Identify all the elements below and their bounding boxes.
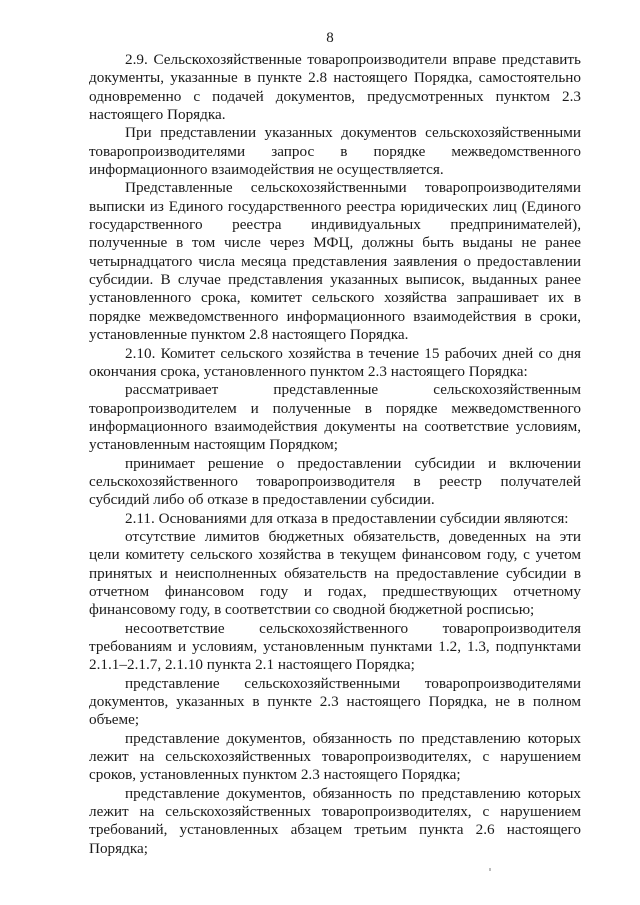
- document-body: [89, 51, 581, 858]
- paragraph-2-9: 2.9. Сельскохозяйственные товаропроизводители вправе представить документы, указанные в пункте 2.8 настоящего Порядка, самостоятельно одновременно с подачей документов, предусмотренных пунктом 2.3 настоящего Порядка.: [89, 51, 581, 124]
- page-number: 8: [326, 30, 334, 46]
- refusal-ground-late-documents: представление документов, обязанность по представлению которых лежит на сельскохозяйственных товаропроизводителях, с нарушением сроков, установленных пунктом 2.3 настоящего Порядка;: [89, 729, 581, 784]
- refusal-ground-incomplete-documents: представление сельскохозяйственными товаропроизводителями документов, указанных в пункте 2.3 настоящего Порядка, не в полном объеме;: [89, 674, 581, 729]
- refusal-ground-noncompliance: несоответствие сельскохозяйственного товаропроизводителя требованиям и условиям, установленным пунктами 1.2, 1.3, подпунктами 2.1.1–2.1.7, 2.1.10 пункта 2.1 настоящего Порядка;: [89, 619, 581, 674]
- paragraph-no-interagency-request: При представлении указанных документов сельскохозяйственными товаропроизводителями запрос в порядке межведомственного информационного взаимодействия не осуществляется.: [89, 124, 581, 179]
- refusal-ground-requirements-violation: представление документов, обязанность по представлению которых лежит на сельскохозяйственных товаропроизводителях, с нарушением требований, установленных абзацем третьим пункта 2.6 настоящего Порядка;: [89, 784, 581, 857]
- refusal-ground-no-limits: отсутствие лимитов бюджетных обязательств, доведенных на эти цели комитету сельского хозяйства в текущем финансовом году, с учетом принятых и неисполненных обязательств на предоставление субсидии в отчетном финансовом году и годах, предшествующих отчетному финансовому году, в соответствии со сводной бюджетной росписью;: [89, 527, 581, 619]
- paragraph-review-documents: рассматривает представленные сельскохозяйственным товаропроизводителем и полученные в порядке межведомственного информационного взаимодействия документы на соответствие условиям, установленным настоящим Порядком;: [89, 381, 581, 454]
- paragraph-2-11: 2.11. Основаниями для отказа в предоставлении субсидии являются:: [125, 509, 569, 527]
- paragraph-register-extracts: Представленные сельскохозяйственными товаропроизводителями выписки из Единого государственного реестра юридических лиц (Единого государственного реестра индивидуальных предпринимателей), полученные в том числе через МФЦ, должны быть выданы не ранее четырнадцатого числа месяца представления заявления о предоставлении субсидии. В случае представления указанных выписок, выданных ранее установленного срока, комитет сельского хозяйства запрашивает их в порядке межведомственного информационного взаимодействия в сроки, установленные пунктом 2.8 настоящего Порядка.: [89, 179, 581, 344]
- paragraph-decision: принимает решение о предоставлении субсидии и включении сельскохозяйственного товаропроизводителя в реестр получателей субсидий либо об отказе в предоставлении субсидии.: [89, 454, 581, 509]
- scan-artifact: [489, 868, 491, 871]
- paragraph-2-10: 2.10. Комитет сельского хозяйства в течение 15 рабочих дней со дня окончания срока, установленного пунктом 2.3 настоящего Порядка:: [89, 344, 581, 380]
